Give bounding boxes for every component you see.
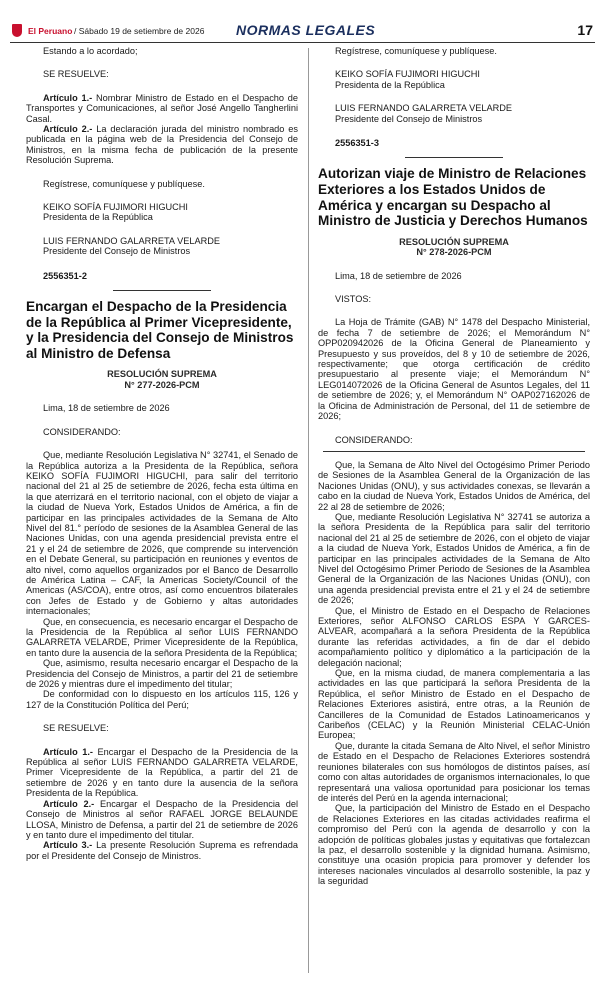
resolves-heading: SE RESUELVE: [43, 723, 109, 734]
article-title: Encargan el Despacho de la Presidencia de la República al Primer Vicepresidente, y la Presidencia del Consejo de Ministros al Ministro de Defensa [26, 299, 294, 361]
article-label: Artículo 1.- [43, 746, 93, 757]
page-number: 17 [577, 22, 593, 38]
closing-phrase: Estando a lo acordado; [43, 46, 138, 56]
article-text: Encargar el Despacho de la Presidencia del Consejo de Ministros al señor RAFAEL JORGE BELAUNDE LLOSA, Ministro de Defensa, a partir del 21 de setiembre de 2026 y en tanto dure el impedimento del titular. [26, 798, 298, 840]
paragraph: Que, en consecuencia, es necesario encargar el Despacho de la Presidencia de la República al señor LUIS FERNANDO GALARRETA VELARDE, Primer Vicepresidente de la República, en tanto dure la ausencia de la señora Presidenta de la República; [26, 616, 298, 658]
page-header [0, 0, 605, 46]
article-label: Artículo 2.- [43, 124, 93, 135]
paragraph: La Hoja de Trámite (GAB) N° 1478 del Despacho Ministerial, de fecha 7 de setiembre de 2026; el Memorándum N° OPP020942026 de la Oficina General de Planeamiento y Presupuesto y sus proveídos, del 8 y 10 de setiembre de 2026, respectivamente; que otorga certificación de crédito presupuestario al presente viaje; el Memorándum N° LEG014072026 de la Oficina General de Asuntos Legales, del 11 de setiembre de 2026; y, el Memorándum N° OAP027162026 de la Oficina de Administración de Personal, del 11 de setiembre de 2026; [318, 317, 590, 422]
article-label: Artículo 3.- [43, 840, 93, 851]
paragraph: Que, el Ministro de Estado en el Despacho de Relaciones Exteriores, señor ALFONSO CARLOS ESPA Y GARCES-ALVEAR, acompañará a la señora Presidenta de la República durante las referidas actividades, a fin de dar el debido acompañamiento político y diplomático a la participación de la delegación nacional; [318, 605, 590, 668]
article-3 [26, 840, 298, 861]
signatory-title: Presidenta de la República [335, 79, 445, 90]
register-phrase: Regístrese, comuníquese y publíquese. [335, 46, 497, 56]
document-code: 2556351-3 [335, 138, 379, 149]
place-date: Lima, 18 de setiembre de 2026 [335, 270, 462, 281]
place-date: Lima, 18 de setiembre de 2026 [43, 403, 170, 414]
coat-of-arms-icon [12, 24, 22, 37]
article-1 [26, 747, 298, 799]
paragraph: Que, mediante Resolución Legislativa N° 32741, el Senado de la República autoriza a la Presidenta de la República, señora KEIKO SOFÍA FUJIMORI HIGUCHI, para salir del territorio nacional del 21 al 25 de setiembre de 2026, fecha esta última en la que aterrizará en el territorio nacional, con el objeto de viajar a la ciudad de Nueva York, Estados Unidos de América, a fin de participar en las principales actividades de la Semana de Alto Nivel del 81.° período de sesiones de la Asamblea General de las Naciones Unidas, con una agenda presidencial prevista entre el 21 y el 24 de setiembre de 2026, que comprende su intervención en el Debate General, su participación en reuniones y eventos de alto nivel, como aquellos organizados por el Banco de Desarrollo de América Latina – CAF, la Americas Society/Council of the Americas (AS/COA), entre otros, así como encuentros bilaterales con Jefes de Estado y de Gobierno y altas autoridades internacionales; [26, 450, 298, 617]
signatory-name: KEIKO SOFÍA FUJIMORI HIGUCHI [335, 69, 480, 80]
paragraph: Que, en la misma ciudad, de manera complementaria a las actividades en las que participará la señora Presidenta de la República, el señor Ministro de Estado en el Despacho de Relaciones Exteriores asistirá, entre otras, a la Reunión de Cancilleres de la Comunidad de Estados Latinoamericanos y Caribeños (CELAC) y la Reunión Ministerial CELAC-Unión Europea; [318, 668, 590, 741]
article-1 [26, 93, 298, 124]
right-column [318, 46, 590, 887]
article-label: Artículo 2.- [43, 798, 95, 809]
paragraph: Que, durante la citada Semana de Alto Nivel, el señor Ministro de Estado en el Despacho de Relaciones Exteriores sostendrá reuniones bilaterales con sus homólogos de distintos países, así como con altas autoridades de organismos internacionales, lo que representará una valiosa oportunidad para posicionar los temas de interés del Perú en la agenda internacional; [318, 740, 590, 803]
section-divider [323, 451, 584, 452]
article-label: Artículo 1.- [43, 92, 93, 103]
signatory-title: Presidente del Consejo de Ministros [335, 113, 483, 124]
seen-heading: VISTOS: [335, 294, 372, 305]
signatory-name: LUIS FERNANDO GALARRETA VELARDE [335, 103, 512, 114]
article-text: La presente Resolución Suprema es refrendada por el Presidente del Consejo de Ministros. [26, 840, 298, 861]
signatory-title: Presidente del Consejo de Ministros [43, 246, 191, 257]
resolution-number: N° 278-2026-PCM [416, 247, 492, 258]
considering-heading: CONSIDERANDO: [43, 426, 121, 437]
considering-heading: CONSIDERANDO: [335, 434, 413, 445]
article-2 [26, 799, 298, 841]
article-title: Autorizan viaje de Ministro de Relaciones Exteriores a los Estados Unidos de América y encargan su Despacho al Ministro de Justicia y Derechos Humanos [318, 166, 588, 229]
paragraph: Que, la participación del Ministro de Estado en el Despacho de Relaciones Exteriores en las citadas actividades reafirma el compromiso del Perú con la agenda de desarrollo y con la adopción de políticas globales justas y equitativas que fortalezcan la paz, el desarrollo sostenible y la dignidad humana. Asimismo, constituye una ocasión propicia para promover y defender los intereses nacionales vinculados al desarrollo sostenible, la paz y la seguridad [318, 803, 590, 887]
article-text: Nombrar Ministro de Estado en el Despacho de Transportes y Comunicaciones, al señor José Angello Tangherlini Casal. [26, 92, 298, 124]
register-phrase: Regístrese, comuníquese y publíquese. [43, 178, 205, 189]
article-text: La declaración jurada del ministro nombrado es publicada en la página web de la Presidencia del Consejo de Ministros, en la misma fecha de publicación de la presente Resolución Suprema. [26, 124, 299, 166]
section-title: NORMAS LEGALES [236, 22, 376, 38]
signatory-name: KEIKO SOFÍA FUJIMORI HIGUCHI [43, 202, 188, 213]
signatory-title: Presidenta de la República [43, 212, 153, 223]
paragraph: Que, mediante Resolución Legislativa N° 32741 se autoriza a la señora Presidenta de la República para salir del territorio nacional del 21 al 25 de setiembre de 2026, con el objeto de viajar a la ciudad de Nueva York, Estados Unidos de América, a fin de participar en las principales actividades de la Semana de Alto Nivel del Octogésimo Primer Periodo de Sesiones de la Asamblea General de la Organización de las Naciones Unidas (ONU), con una agenda presidencial prevista entre el 21 y el 24 de setiembre de 2026; [318, 511, 590, 606]
article-text: Encargar el Despacho de la Presidencia de la República al señor LUIS FERNANDO GALARRETA VELARDE, Primer Vicepresidente de la República, a partir del 21 de setiembre de 2026 y en tanto dure la ausencia de la señora Presidenta de la República. [26, 746, 299, 799]
article-2 [26, 124, 298, 166]
header-divider [10, 42, 595, 43]
resolution-heading: RESOLUCIÓN SUPREMA [399, 236, 509, 247]
section-divider [405, 157, 503, 158]
resolution-heading: RESOLUCIÓN SUPREMA [107, 369, 217, 380]
column-divider [308, 48, 309, 973]
section-divider [113, 290, 211, 291]
paragraph: De conformidad con lo dispuesto en los artículos 115, 126 y 127 de la Constitución Política del Perú; [26, 689, 298, 710]
paragraph: Que, asimismo, resulta necesario encargar el Despacho de la Presidencia del Consejo de Ministros, a partir del 21 de setiembre de 2026 y mientras dure el impedimento del titular; [26, 658, 298, 690]
resolution-number: N° 277-2026-PCM [124, 379, 200, 390]
document-code: 2556351-2 [43, 270, 87, 281]
newspaper-name: El Peruano [28, 26, 73, 36]
paragraph: Que, la Semana de Alto Nivel del Octogésimo Primer Periodo de Sesiones de la Asamblea General de la Organización de las Naciones Unidas (ONU), y sus actividades conexas, se llevarán a cabo en la ciudad de Nueva York, Estados Unidos de América, del 22 al 28 de setiembre de 2026; [318, 459, 590, 512]
resolves-heading: SE RESUELVE: [43, 69, 109, 80]
left-column [26, 46, 298, 861]
signatory-name: LUIS FERNANDO GALARRETA VELARDE [43, 235, 220, 246]
issue-date: / Sábado 19 de setiembre de 2026 [74, 26, 205, 36]
